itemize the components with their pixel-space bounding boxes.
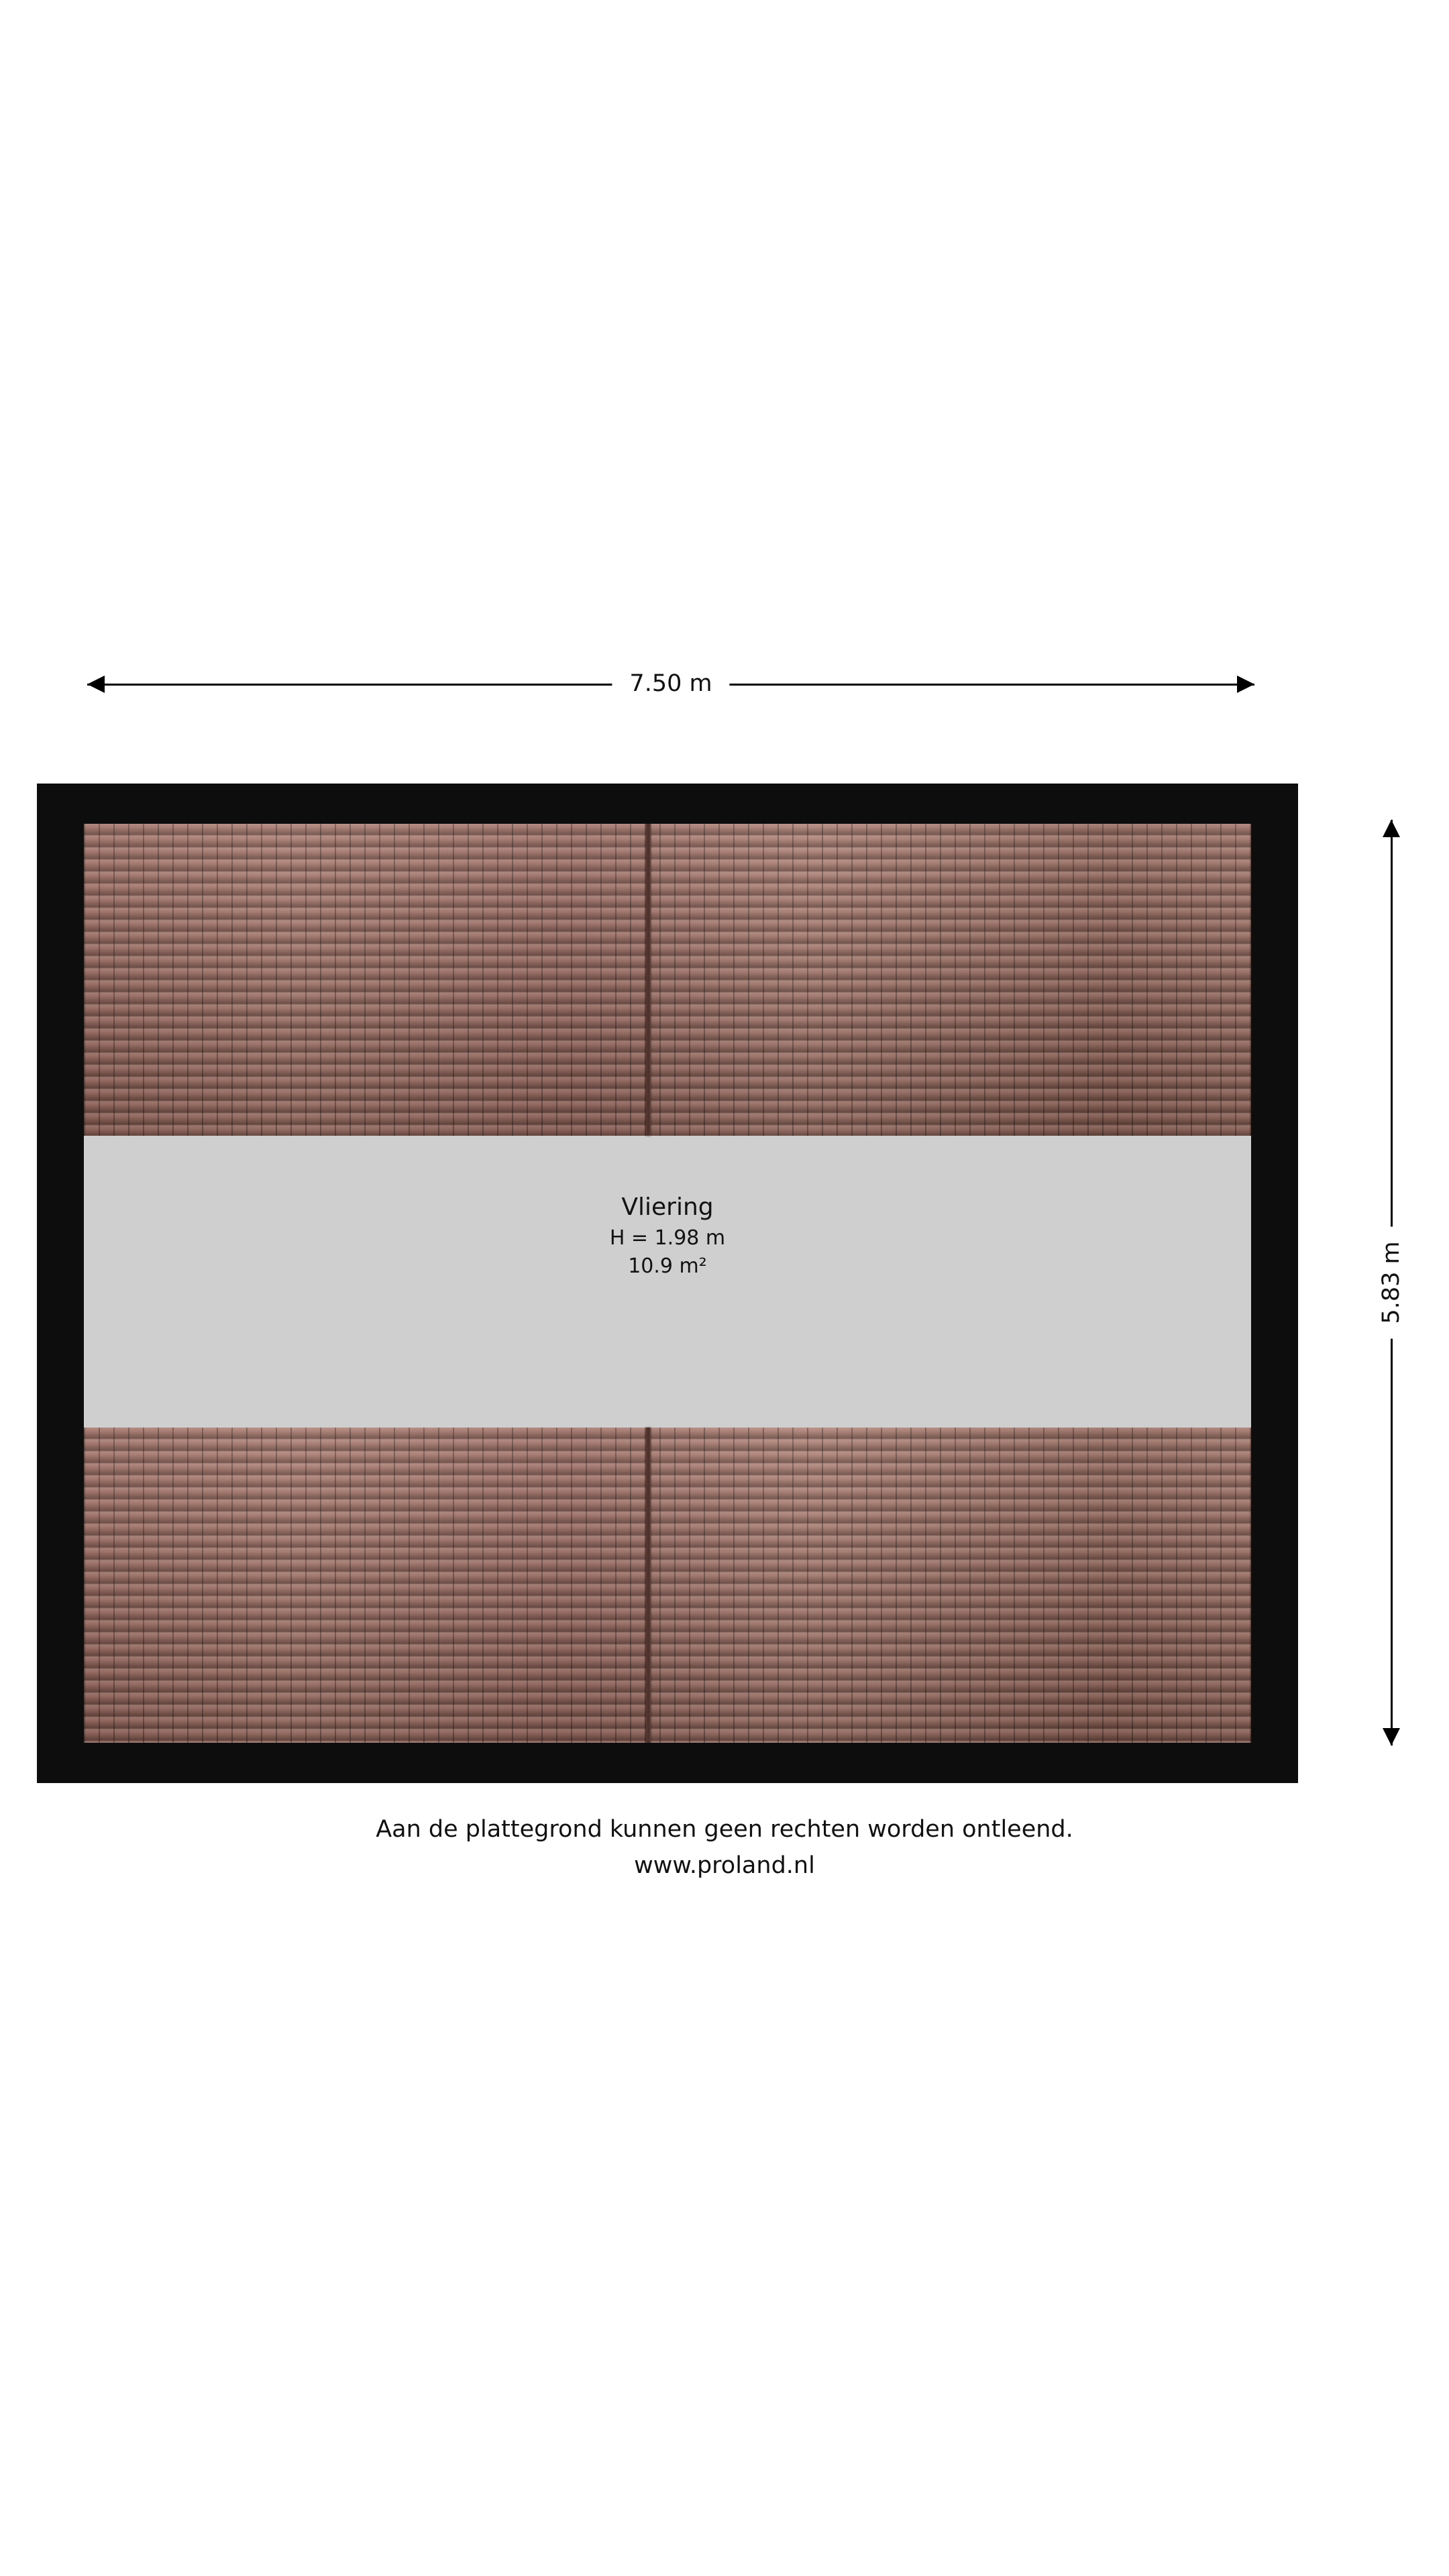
room-vliering bbox=[84, 1136, 1251, 1335]
height-dimension-label: 5.83 m bbox=[1371, 1226, 1411, 1338]
roof-ridge-top bbox=[646, 824, 651, 1136]
room-name-label: Vliering bbox=[621, 1193, 714, 1221]
roof-ridge-bottom bbox=[646, 1428, 651, 1743]
arrow-left-icon bbox=[87, 676, 105, 693]
arrow-down-icon bbox=[1383, 1728, 1400, 1746]
floorplan-interior bbox=[84, 824, 1251, 1743]
width-dimension-label: 7.50 m bbox=[612, 661, 729, 706]
room-area-label: 10.9 m² bbox=[628, 1254, 707, 1278]
room-height-label: H = 1.98 m bbox=[609, 1226, 726, 1250]
height-dimension bbox=[1368, 820, 1415, 1746]
disclaimer-text: Aan de plattegrond kunnen geen rechten worden ontleend. bbox=[376, 1816, 1073, 1843]
footer bbox=[0, 1811, 1449, 1884]
floorplan bbox=[37, 784, 1298, 1783]
roof-tiles-bottom bbox=[84, 1428, 1251, 1743]
arrow-right-icon bbox=[1237, 676, 1254, 693]
arrow-up-icon bbox=[1383, 820, 1400, 837]
width-dimension bbox=[87, 661, 1254, 708]
roof-tiles-top bbox=[84, 824, 1251, 1136]
website-text: www.proland.nl bbox=[634, 1852, 815, 1879]
